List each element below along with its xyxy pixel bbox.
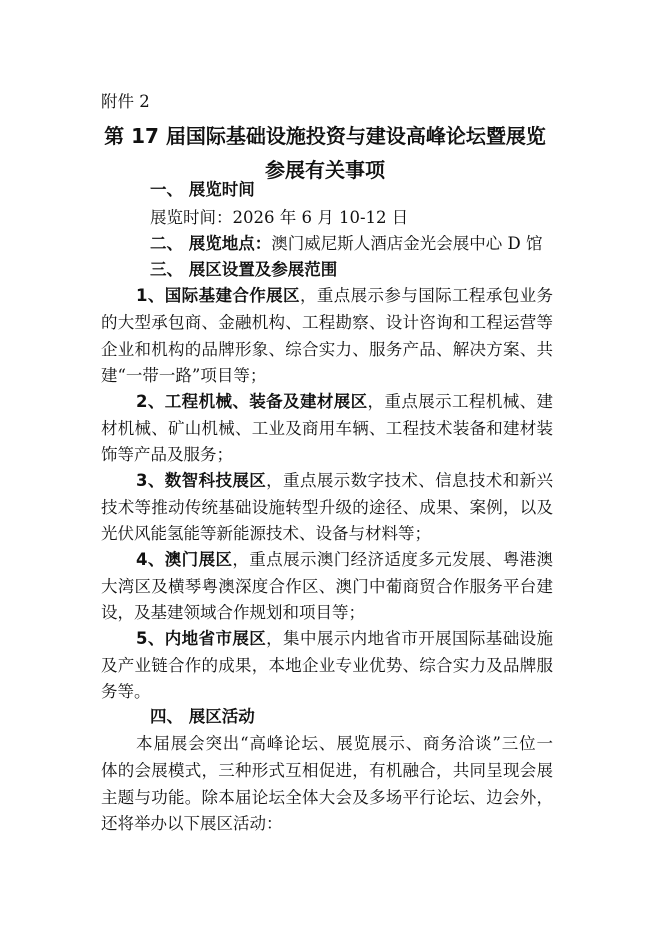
section-1-body: 展览时间：2026 年 6 月 10-12 日 bbox=[150, 208, 409, 227]
section-4-line-4: 还将举办以下展区活动： bbox=[101, 814, 283, 833]
section-2-body: 澳门威尼斯人酒店金光会展中心 D 馆 bbox=[271, 234, 543, 253]
exhibit-area-1-first-line: 1、国际基建合作展区，重点展示参与国际工程承包业务 bbox=[136, 286, 554, 305]
exhibit-area-2-first-line: 2、工程机械、装备及建材展区，重点展示工程机械、建 bbox=[136, 392, 554, 411]
exhibit-area-3-first-line: 3、数智科技展区，重点展示数字技术、信息技术和新兴 bbox=[136, 471, 553, 490]
section-2-heading: 二、 展览地点： bbox=[150, 234, 272, 253]
exhibit-area-1-label: 1、国际基建合作展区 bbox=[136, 286, 300, 305]
section-2-line bbox=[150, 234, 542, 254]
exhibit-area-4-line-3: 设，及基建领域合作规划和项目等； bbox=[101, 603, 365, 622]
exhibit-area-4-line-2: 大湾区及横琴粤澳深度合作区、澳门中葡商贸合作服务平台建 bbox=[101, 577, 553, 596]
section-4-line-1: 本届展会突出“高峰论坛、展览展示、商务洽谈”三位一 bbox=[136, 734, 553, 753]
document-title-line-2: 参展有关事项 bbox=[265, 158, 385, 182]
attachment-label: 附件 2 bbox=[101, 92, 150, 111]
exhibit-area-3-line-3: 光伏风能氢能等新能源技术、设备与材料等； bbox=[101, 524, 431, 543]
exhibit-area-5-label: 5、内地省市展区 bbox=[136, 629, 267, 648]
exhibit-area-1-line-2: 的大型承包商、金融机构、工程勘察、设计咨询和工程运营等 bbox=[101, 313, 553, 332]
exhibit-area-4-label: 4、澳门展区 bbox=[136, 550, 233, 569]
exhibit-area-1-line-4: 建“一带一路”项目等； bbox=[101, 366, 267, 385]
exhibit-area-5-line-3: 务等。 bbox=[101, 682, 151, 701]
section-4-line-2: 体的会展模式，三种形式互相促进，有机融合，共同呈现会展 bbox=[101, 761, 553, 780]
exhibit-area-5-line-2: 及产业链合作的成果，本地企业专业优势、综合实力及品牌服 bbox=[101, 656, 553, 675]
exhibit-area-2-line-3: 饰等产品及服务； bbox=[101, 445, 233, 464]
section-4-heading: 四、 展区活动 bbox=[150, 707, 255, 726]
exhibit-area-3-label: 3、数智科技展区 bbox=[136, 471, 267, 490]
section-3-heading: 三、 展区设置及参展范围 bbox=[150, 260, 338, 279]
section-4-line-3: 主题与功能。除本届论坛全体大会及多场平行论坛、边会外， bbox=[101, 788, 553, 807]
exhibit-area-5-first-line: 5、内地省市展区，集中展示内地省市开展国际基础设施 bbox=[136, 629, 553, 648]
exhibit-area-3-line-2: 技术等推动传统基础设施转型升级的途径、成果、案例，以及 bbox=[101, 498, 553, 517]
exhibit-area-2-line-2: 材机械、矿山机械、工业及商用车辆、工程技术装备和建材装 bbox=[101, 419, 553, 438]
exhibit-area-2-label: 2、工程机械、装备及建材展区 bbox=[136, 392, 368, 411]
exhibit-area-1-line-3: 企业和机构的品牌形象、综合实力、服务产品、解决方案、共 bbox=[101, 340, 553, 359]
exhibit-area-4-first-line: 4、澳门展区，重点展示澳门经济适度多元发展、粤港澳 bbox=[136, 550, 554, 569]
document-title-line-1: 第 17 届国际基础设施投资与建设高峰论坛暨展览 bbox=[104, 124, 546, 148]
section-1-heading: 一、 展览时间 bbox=[150, 180, 255, 199]
